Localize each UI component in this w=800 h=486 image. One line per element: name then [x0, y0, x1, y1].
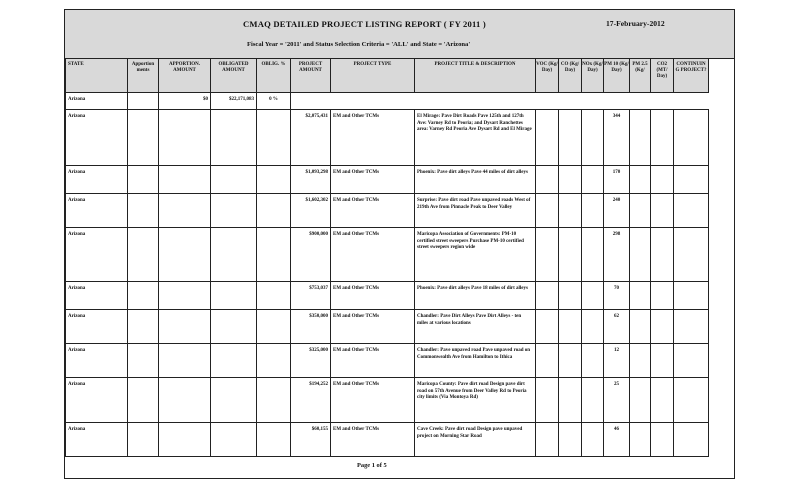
- row-project-amount: $753,037: [291, 282, 331, 310]
- row-pm25: [630, 282, 651, 310]
- row-nox: [582, 282, 604, 310]
- row-pm25: [630, 310, 651, 344]
- col-voc: VOC (Kg/ Day): [536, 59, 559, 93]
- project-table: [65, 58, 709, 457]
- row-co2: [651, 228, 674, 282]
- row-co2: [651, 194, 674, 228]
- row-apportion-amount: [159, 194, 211, 228]
- row-co: [559, 228, 582, 282]
- row-apportion-amount: [159, 310, 211, 344]
- row-obligated-amount: [211, 194, 257, 228]
- row-project-type: EM and Other TCMs: [331, 166, 415, 194]
- row-project-type: EM and Other TCMs: [331, 282, 415, 310]
- report-date: 17-February-2012: [606, 19, 665, 28]
- row-apportion-amount: [159, 110, 211, 166]
- row-apportionments: [128, 378, 159, 423]
- row-pm10: 25: [604, 378, 630, 423]
- row-apportionments: [128, 344, 159, 378]
- row-oblig-pct: [257, 344, 291, 378]
- table-row: [66, 344, 709, 378]
- row-project-amount: $900,000: [291, 228, 331, 282]
- row-description: Surprise: Pave dirt road Pave unpaved roads West of 219th Ave from Pinnacle Peak to Deer Valley: [415, 194, 536, 228]
- row-co2: [651, 110, 674, 166]
- row-continuing: [674, 228, 709, 282]
- row-description: El Mirage: Pave Dirt Roads Pave 125th and 127th Ave: Varney Rd to Peoria; and Dysart Ranchettes area: Varney Rd Peoria Ave Dysart Rd and El Mirage: [415, 110, 536, 166]
- row-co2: [651, 310, 674, 344]
- row-continuing: [674, 310, 709, 344]
- row-description: Maricopa County: Pave dirt road Design pave dirt road on 57th Avenue from Deer Valley Rd to Peoria city limits (Via Montoya Rd): [415, 378, 536, 423]
- row-co2: [651, 344, 674, 378]
- row-voc: [536, 194, 559, 228]
- row-pm10: 70: [604, 282, 630, 310]
- row-pm10: 240: [604, 194, 630, 228]
- row-apportionments: [128, 110, 159, 166]
- row-description: Phoenix: Pave dirt alleys Pave 44 miles of dirt alleys: [415, 166, 536, 194]
- col-state: STATE: [66, 59, 128, 93]
- row-oblig-pct: [257, 166, 291, 194]
- row-co: [559, 166, 582, 194]
- col-oblig-pct: OBLIG. %: [257, 59, 291, 93]
- col-pm10: PM 10 (Kg/ Day): [604, 59, 630, 93]
- row-pm25: [630, 378, 651, 423]
- row-co: [559, 344, 582, 378]
- row-pm25: [630, 344, 651, 378]
- row-obligated-amount: [211, 310, 257, 344]
- table-header-row: [66, 59, 709, 93]
- table-row: [66, 166, 709, 194]
- row-apportion-amount: [159, 228, 211, 282]
- col-title-desc: PROJECT TITLE & DESCRIPTION: [415, 59, 536, 93]
- row-description: Maricopa Association of Governments: PM-10 certified street sweepers Purchase PM-10 certified street sweepers region wide: [415, 228, 536, 282]
- row-nox: [582, 194, 604, 228]
- report-page: [64, 9, 735, 479]
- row-state: Arizona: [66, 423, 128, 457]
- col-apportionments: Apportion ments: [128, 59, 159, 93]
- row-pm10: 170: [604, 166, 630, 194]
- col-project-type: PROJECT TYPE: [331, 59, 415, 93]
- row-pm25: [630, 194, 651, 228]
- row-state: Arizona: [66, 310, 128, 344]
- row-oblig-pct: [257, 110, 291, 166]
- row-oblig-pct: [257, 228, 291, 282]
- row-apportionments: [128, 282, 159, 310]
- row-state: Arizona: [66, 378, 128, 423]
- row-co2: [651, 166, 674, 194]
- col-co: CO (Kg/ Day): [559, 59, 582, 93]
- row-voc: [536, 310, 559, 344]
- row-co2: [651, 282, 674, 310]
- row-project-type: EM and Other TCMs: [331, 194, 415, 228]
- row-oblig-pct: [257, 310, 291, 344]
- row-voc: [536, 344, 559, 378]
- col-apportion-amount: APPORTION. AMOUNT: [159, 59, 211, 93]
- row-project-type: EM and Other TCMs: [331, 378, 415, 423]
- row-pm10: 62: [604, 310, 630, 344]
- row-co: [559, 194, 582, 228]
- row-state: Arizona: [66, 228, 128, 282]
- row-state: Arizona: [66, 344, 128, 378]
- row-voc: [536, 228, 559, 282]
- report-footer: [65, 446, 734, 479]
- row-description: Chandler: Pave Dirt Alleys Pave Dirt Alleys - ten miles at various locations: [415, 310, 536, 344]
- row-pm25: [630, 110, 651, 166]
- row-continuing: [674, 166, 709, 194]
- row-obligated-amount: [211, 282, 257, 310]
- summary-oblig-pct: 0 %: [257, 93, 291, 110]
- table-row: [66, 194, 709, 228]
- row-continuing: [674, 282, 709, 310]
- row-apportionments: [128, 194, 159, 228]
- row-voc: [536, 110, 559, 166]
- table-row: [66, 378, 709, 423]
- row-pm25: [630, 228, 651, 282]
- row-project-type: EM and Other TCMs: [331, 310, 415, 344]
- col-nox: NOx (Kg/ Day): [582, 59, 604, 93]
- col-pm25: PM 2.5 (Kg/: [630, 59, 651, 93]
- report-title: CMAQ DETAILED PROJECT LISTING REPORT ( FY 2011 ): [243, 19, 486, 29]
- row-co: [559, 378, 582, 423]
- row-co: [559, 310, 582, 344]
- row-state: Arizona: [66, 282, 128, 310]
- row-apportionments: [128, 310, 159, 344]
- row-continuing: [674, 378, 709, 423]
- summary-obligated-amount: $22,171,083: [211, 93, 257, 110]
- row-obligated-amount: [211, 166, 257, 194]
- row-nox: [582, 310, 604, 344]
- row-voc: [536, 378, 559, 423]
- row-obligated-amount: [211, 378, 257, 423]
- row-co: [559, 110, 582, 166]
- col-co2: CO2 (MT/ Day): [651, 59, 674, 93]
- row-nox: [582, 344, 604, 378]
- row-oblig-pct: [257, 378, 291, 423]
- report-criteria: Fiscal Year = '2011' and Status Selection Criteria = 'ALL' and State = 'Arizona': [247, 41, 471, 48]
- row-continuing: [674, 344, 709, 378]
- row-nox: [582, 166, 604, 194]
- row-voc: [536, 282, 559, 310]
- row-nox: [582, 378, 604, 423]
- row-apportion-amount: [159, 344, 211, 378]
- row-obligated-amount: [211, 228, 257, 282]
- row-description: Cave Creek: Pave dirt road Design pave unpaved project on Morning Star Road: [415, 423, 536, 457]
- row-obligated-amount: [211, 344, 257, 378]
- row-apportion-amount: [159, 378, 211, 423]
- page-number: Page 1 of 5: [357, 462, 387, 469]
- row-project-amount: $2,075,431: [291, 110, 331, 166]
- row-co: [559, 282, 582, 310]
- row-project-type: EM and Other TCMs: [331, 423, 415, 457]
- row-oblig-pct: [257, 282, 291, 310]
- row-apportion-amount: [159, 282, 211, 310]
- col-project-amount: PROJECT AMOUNT: [291, 59, 331, 93]
- row-project-amount: $325,000: [291, 344, 331, 378]
- table-row: [66, 310, 709, 344]
- row-continuing: [674, 110, 709, 166]
- row-continuing: [674, 194, 709, 228]
- row-nox: [582, 228, 604, 282]
- row-pm10: 46: [604, 423, 630, 457]
- row-description: Chandler: Pave unpaved road Pave unpaved road on Commonwealth Ave from Hamilton to Ithica: [415, 344, 536, 378]
- summary-row: [66, 93, 709, 110]
- table-row: [66, 282, 709, 310]
- row-project-type: EM and Other TCMs: [331, 344, 415, 378]
- row-state: Arizona: [66, 166, 128, 194]
- row-state: Arizona: [66, 194, 128, 228]
- col-obligated-amount: OBLIGATED AMOUNT: [211, 59, 257, 93]
- row-project-amount: $60,155: [291, 423, 331, 457]
- row-project-type: EM and Other TCMs: [331, 110, 415, 166]
- row-voc: [536, 166, 559, 194]
- report-header: [65, 10, 734, 59]
- summary-state: Arizona: [66, 93, 128, 110]
- row-co2: [651, 378, 674, 423]
- row-project-amount: $1,602,302: [291, 194, 331, 228]
- row-project-amount: $350,000: [291, 310, 331, 344]
- summary-apportion-amount: $0: [159, 93, 211, 110]
- row-project-amount: $1,093,298: [291, 166, 331, 194]
- row-nox: [582, 110, 604, 166]
- row-pm10: 298: [604, 228, 630, 282]
- table-row: [66, 110, 709, 166]
- row-pm25: [630, 166, 651, 194]
- row-pm10: 12: [604, 344, 630, 378]
- table-row: [66, 228, 709, 282]
- row-apportionments: [128, 166, 159, 194]
- row-project-type: EM and Other TCMs: [331, 228, 415, 282]
- row-oblig-pct: [257, 194, 291, 228]
- row-apportionments: [128, 228, 159, 282]
- row-pm10: 344: [604, 110, 630, 166]
- row-obligated-amount: [211, 110, 257, 166]
- row-state: Arizona: [66, 110, 128, 166]
- col-continuing: CONTINUIN G PROJECT?: [674, 59, 709, 93]
- row-description: Phoenix: Pave dirt alleys Pave 18 miles of dirt alleys: [415, 282, 536, 310]
- row-apportion-amount: [159, 166, 211, 194]
- row-project-amount: $194,252: [291, 378, 331, 423]
